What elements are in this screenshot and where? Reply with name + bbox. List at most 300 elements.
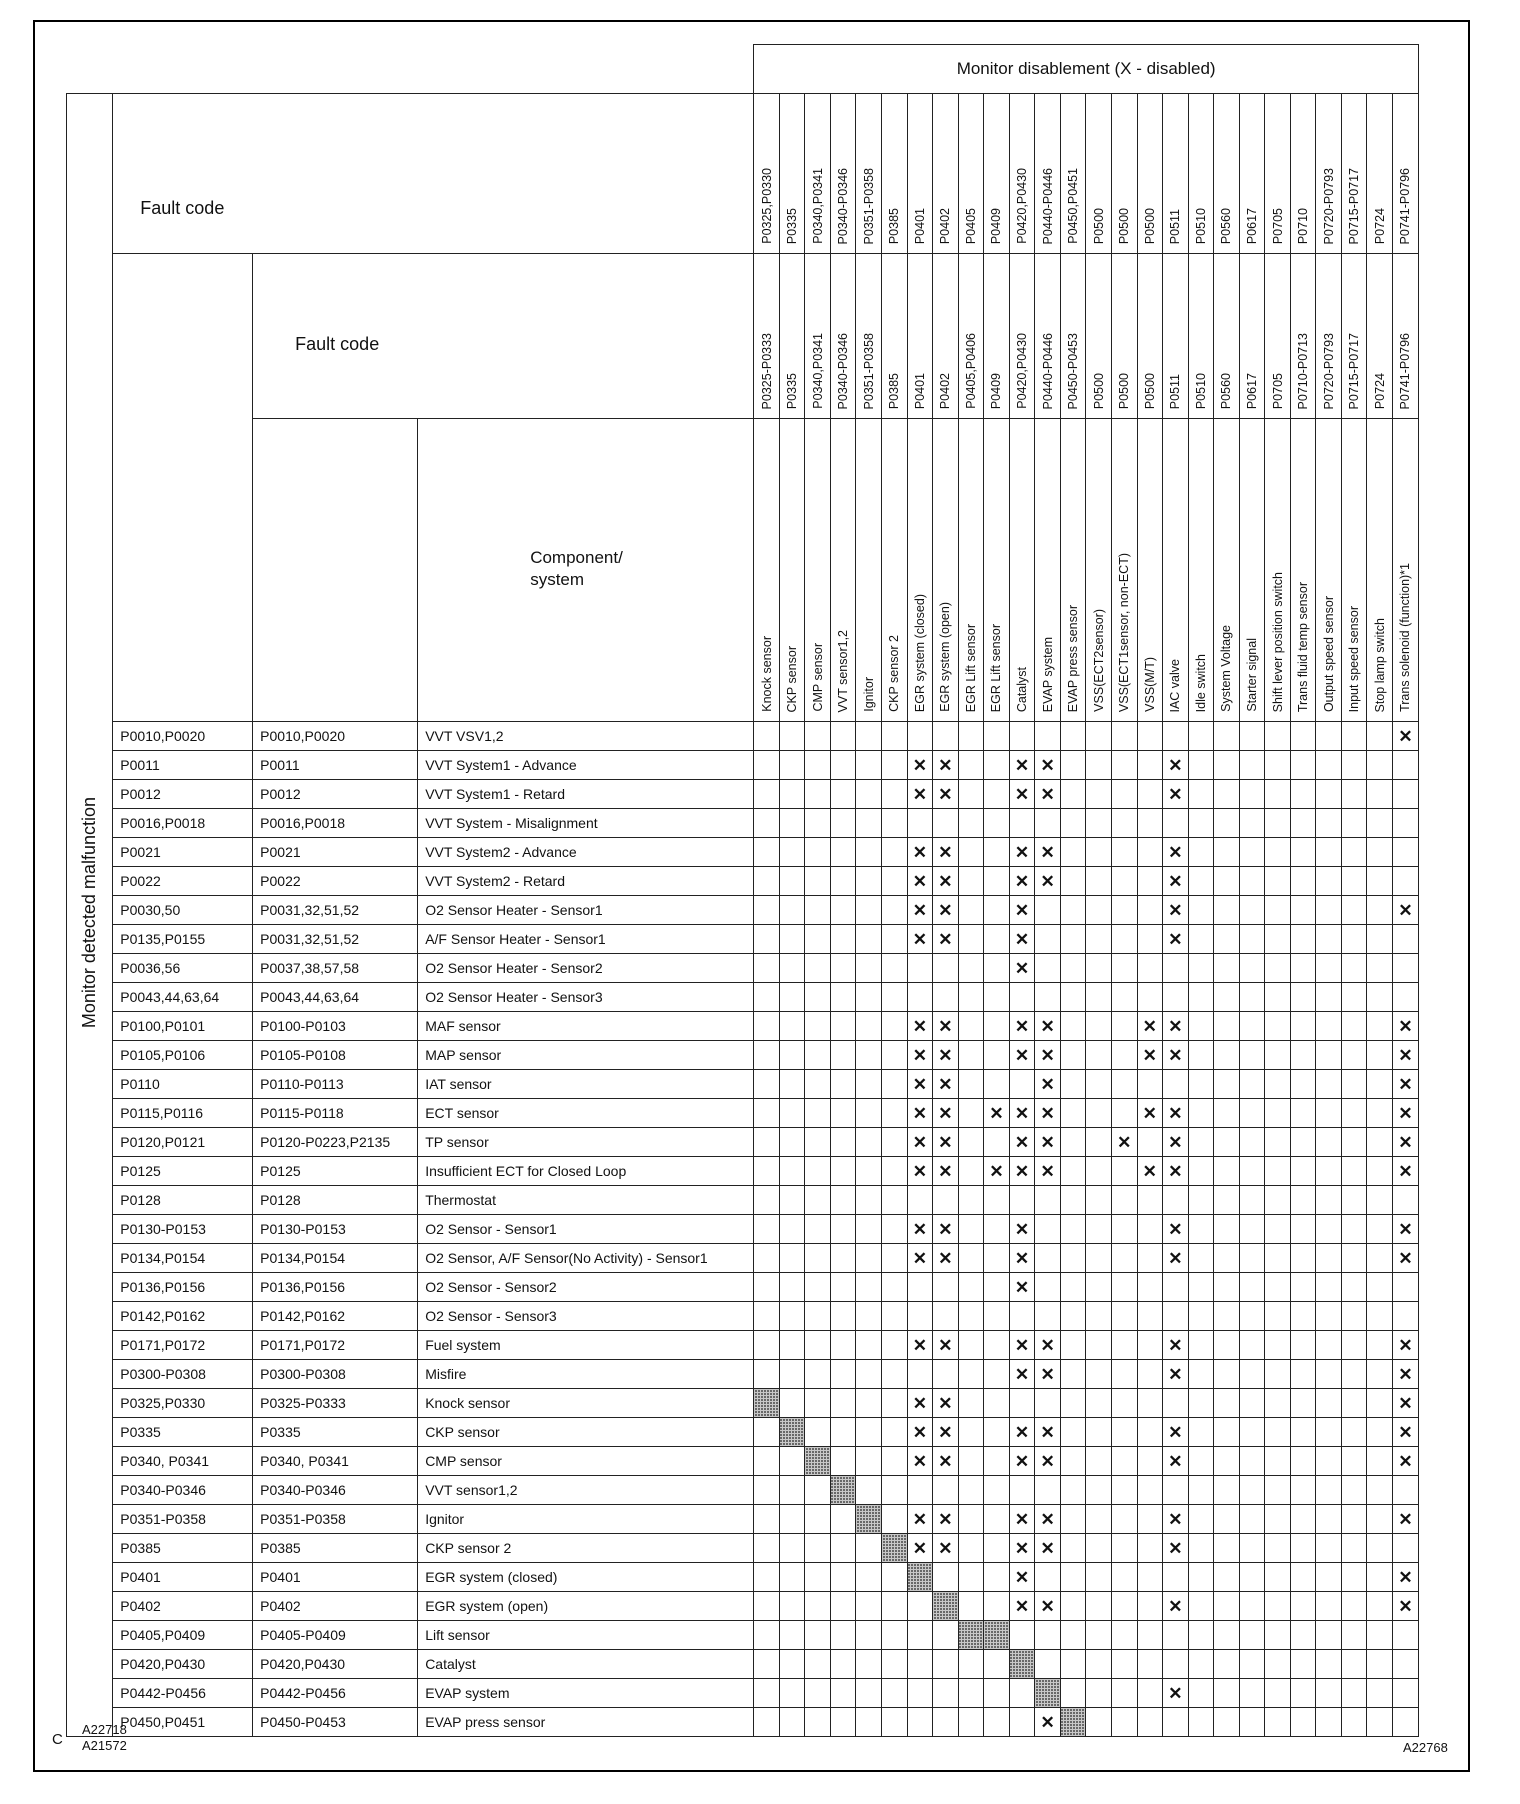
table-row: [67, 983, 1419, 1012]
row-code1: P0300-P0308: [113, 1360, 253, 1389]
mark-cell: [1163, 954, 1189, 983]
disabled-mark: ✕: [1014, 1509, 1030, 1529]
mark-cell: [1239, 1389, 1265, 1418]
mark-cell: [805, 1128, 831, 1157]
mark-cell: [1111, 1041, 1137, 1070]
row-code1: P0171,P0172: [113, 1331, 253, 1360]
mark-cell: [1265, 867, 1291, 896]
column-name-label: Input speed sensor: [1347, 605, 1362, 712]
mark-cell: [805, 1186, 831, 1215]
mark-cell: [1163, 1534, 1189, 1563]
disabled-mark: ✕: [1398, 1335, 1413, 1355]
mark-cell: [856, 780, 882, 809]
mark-cell: [1316, 925, 1342, 954]
mark-cell: [958, 1215, 984, 1244]
mark-cell: [958, 1012, 984, 1041]
column-name-header: [1239, 419, 1265, 722]
disabled-mark: ✕: [1168, 1509, 1183, 1529]
disabled-mark: ✕: [1168, 1364, 1183, 1384]
disabled-mark: ✕: [1168, 929, 1183, 949]
mark-cell: [958, 1186, 984, 1215]
mark-cell: [1137, 1186, 1163, 1215]
row-code2: P0128: [253, 1186, 418, 1215]
disabled-mark: ✕: [1040, 1596, 1055, 1616]
mark-cell: [1214, 1447, 1240, 1476]
mark-cell: [1341, 1360, 1367, 1389]
mark-cell: [1060, 780, 1086, 809]
disabled-mark: ✕: [1168, 1538, 1183, 1558]
mark-cell: [933, 1476, 959, 1505]
table-row: [67, 925, 1419, 954]
mark-cell: [1163, 1592, 1189, 1621]
disabled-mark: ✕: [1168, 784, 1183, 804]
row-code1: P0110: [113, 1070, 253, 1099]
mark-cell: [1392, 1302, 1418, 1331]
mark-cell: [856, 1302, 882, 1331]
mark-cell: [1316, 838, 1342, 867]
column-code2-label: P0340,P0341: [810, 333, 825, 409]
mark-cell: [882, 1215, 908, 1244]
mark-cell: [958, 896, 984, 925]
row-code2: P0012: [253, 780, 418, 809]
row-code1: P0134,P0154: [113, 1244, 253, 1273]
mark-cell: [1214, 954, 1240, 983]
mark-cell: [1163, 1128, 1189, 1157]
mark-cell: [933, 751, 959, 780]
column-code2-header: [1392, 254, 1418, 419]
mark-cell: [1239, 983, 1265, 1012]
disabled-mark: ✕: [938, 1509, 953, 1529]
mark-cell: [754, 954, 780, 983]
mark-cell: [882, 1447, 908, 1476]
mark-cell: [805, 896, 831, 925]
table-row: [67, 780, 1419, 809]
row-code2: P0450-P0453: [253, 1708, 418, 1737]
mark-cell: [1214, 1389, 1240, 1418]
mark-cell: [1060, 1534, 1086, 1563]
column-code1-label: P0705: [1270, 207, 1285, 244]
row-code1: P0030,50: [113, 896, 253, 925]
disabled-mark: ✕: [1398, 1248, 1413, 1268]
mark-cell: [1265, 1099, 1291, 1128]
mark-cell: [1214, 1099, 1240, 1128]
column-name-label: EGR system (closed): [912, 593, 927, 712]
mark-cell: [1239, 896, 1265, 925]
mark-cell: [1316, 1041, 1342, 1070]
mark-cell: [1392, 1070, 1418, 1099]
disabled-mark: ✕: [938, 929, 953, 949]
mark-cell: [1316, 1679, 1342, 1708]
mark-cell: [1367, 1476, 1393, 1505]
self-cell: [754, 1389, 780, 1418]
mark-cell: [856, 809, 882, 838]
disabled-mark: ✕: [912, 1422, 927, 1442]
mark-cell: [805, 1679, 831, 1708]
mark-cell: [1265, 780, 1291, 809]
column-name-header: [856, 419, 882, 722]
mark-cell: [1009, 780, 1035, 809]
mark-cell: [1367, 1708, 1393, 1737]
mark-cell: [1137, 1592, 1163, 1621]
mark-cell: [779, 1099, 805, 1128]
mark-cell: [1239, 1041, 1265, 1070]
row-component: VVT System2 - Retard: [418, 867, 754, 896]
table-row: [67, 1447, 1419, 1476]
mark-cell: [1137, 751, 1163, 780]
row-code2: P0105-P0108: [253, 1041, 418, 1070]
disabled-mark: ✕: [1014, 1161, 1030, 1181]
mark-cell: [779, 954, 805, 983]
mark-cell: [779, 1650, 805, 1679]
table-row: [67, 1302, 1419, 1331]
mark-cell: [1239, 809, 1265, 838]
column-name-header: [830, 419, 856, 722]
column-code2-label: P0617: [1244, 372, 1259, 409]
mark-cell: [907, 954, 933, 983]
mark-cell: [1009, 1302, 1035, 1331]
mark-cell: [1111, 1447, 1137, 1476]
mark-cell: [805, 1534, 831, 1563]
mark-cell: [1341, 722, 1367, 751]
row-component: IAT sensor: [418, 1070, 754, 1099]
disabled-mark: ✕: [989, 1161, 1004, 1181]
mark-cell: [1188, 1650, 1214, 1679]
mark-cell: [1341, 1476, 1367, 1505]
mark-cell: [1111, 1360, 1137, 1389]
mark-cell: [1316, 1099, 1342, 1128]
mark-cell: [1367, 1505, 1393, 1534]
mark-cell: [1214, 1012, 1240, 1041]
mark-cell: [1111, 1621, 1137, 1650]
figure-code-a: A22718: [82, 1722, 127, 1737]
mark-cell: [1265, 1621, 1291, 1650]
mark-cell: [1341, 1070, 1367, 1099]
column-name-label: EVAP system: [1040, 636, 1055, 712]
column-name-label: CKP sensor: [785, 645, 800, 712]
mark-cell: [1392, 722, 1418, 751]
column-code2-label: P0710-P0713: [1296, 332, 1311, 409]
mark-cell: [754, 1592, 780, 1621]
mark-cell: [856, 1389, 882, 1418]
mark-cell: [933, 1128, 959, 1157]
mark-cell: [1060, 751, 1086, 780]
mark-cell: [1137, 1389, 1163, 1418]
mark-cell: [907, 1244, 933, 1273]
disabled-mark: ✕: [1014, 784, 1030, 804]
table-row: [67, 809, 1419, 838]
mark-cell: [958, 809, 984, 838]
row-code2: P0011: [253, 751, 418, 780]
mark-cell: [1086, 751, 1112, 780]
mark-cell: [1035, 1563, 1061, 1592]
row-code2: P0100-P0103: [253, 1012, 418, 1041]
mark-cell: [1009, 1157, 1035, 1186]
mark-cell: [1214, 722, 1240, 751]
row-component: MAP sensor: [418, 1041, 754, 1070]
mark-cell: [958, 1244, 984, 1273]
column-name-header: [1163, 419, 1189, 722]
column-name-header: [933, 419, 959, 722]
mark-cell: [1239, 1534, 1265, 1563]
mark-cell: [1265, 1244, 1291, 1273]
mark-cell: [1341, 751, 1367, 780]
mark-cell: [1265, 722, 1291, 751]
column-code2-header: [984, 254, 1010, 419]
mark-cell: [1214, 1476, 1240, 1505]
mark-cell: [958, 1070, 984, 1099]
mark-cell: [1392, 1592, 1418, 1621]
disabled-mark: ✕: [1168, 1683, 1183, 1703]
mark-cell: [754, 867, 780, 896]
mark-cell: [1214, 1128, 1240, 1157]
mark-cell: [1111, 1418, 1137, 1447]
mark-cell: [1188, 1244, 1214, 1273]
mark-cell: [1188, 1070, 1214, 1099]
mark-cell: [830, 896, 856, 925]
disabled-mark: ✕: [912, 842, 927, 862]
mark-cell: [1392, 1650, 1418, 1679]
mark-cell: [1239, 1679, 1265, 1708]
column-code1-label: P0720-P0793: [1321, 167, 1336, 244]
mark-cell: [1239, 1273, 1265, 1302]
mark-cell: [1009, 809, 1035, 838]
mark-cell: [1265, 1331, 1291, 1360]
column-code2-header: [1341, 254, 1367, 419]
column-code2-label: P0560: [1219, 372, 1234, 409]
mark-cell: [779, 1070, 805, 1099]
mark-cell: [958, 1273, 984, 1302]
disabled-mark: ✕: [1168, 1132, 1183, 1152]
mark-cell: [882, 954, 908, 983]
column-code2-label: P0741-P0796: [1398, 332, 1413, 409]
mark-cell: [1137, 1621, 1163, 1650]
mark-cell: [1163, 1447, 1189, 1476]
figure-letter: C: [52, 1731, 63, 1748]
mark-cell: [1188, 925, 1214, 954]
mark-cell: [1239, 1505, 1265, 1534]
mark-cell: [1367, 1186, 1393, 1215]
disabled-mark: ✕: [1040, 1712, 1055, 1732]
mark-cell: [1060, 1099, 1086, 1128]
table-row: [67, 838, 1419, 867]
mark-cell: [1035, 1012, 1061, 1041]
mark-cell: [1392, 1012, 1418, 1041]
mark-cell: [1316, 1331, 1342, 1360]
mark-cell: [1060, 954, 1086, 983]
disabled-mark: ✕: [912, 1045, 927, 1065]
row-code1: P0036,56: [113, 954, 253, 983]
mark-cell: [1290, 1418, 1316, 1447]
mark-cell: [1188, 1186, 1214, 1215]
mark-cell: [1163, 1679, 1189, 1708]
mark-cell: [1290, 1534, 1316, 1563]
mark-cell: [830, 1128, 856, 1157]
row-component: VVT System - Misalignment: [418, 809, 754, 838]
mark-cell: [830, 751, 856, 780]
mark-cell: [754, 751, 780, 780]
mark-cell: [1367, 1012, 1393, 1041]
disabled-mark: ✕: [938, 1132, 953, 1152]
mark-cell: [805, 1621, 831, 1650]
mark-cell: [984, 954, 1010, 983]
mark-cell: [1290, 1128, 1316, 1157]
mark-cell: [1239, 1708, 1265, 1737]
column-name-header: [1367, 419, 1393, 722]
mark-cell: [1188, 1041, 1214, 1070]
mark-cell: [958, 751, 984, 780]
column-code1-header: [882, 94, 908, 254]
table-row: [67, 1389, 1419, 1418]
mark-cell: [1367, 751, 1393, 780]
mark-cell: [856, 1360, 882, 1389]
self-cell: [805, 1447, 831, 1476]
mark-cell: [1290, 780, 1316, 809]
mark-cell: [1188, 1128, 1214, 1157]
mark-cell: [1316, 1418, 1342, 1447]
mark-cell: [1163, 780, 1189, 809]
mark-cell: [1035, 1099, 1061, 1128]
disabled-mark: ✕: [1142, 1161, 1157, 1181]
mark-cell: [1137, 1012, 1163, 1041]
mark-cell: [958, 1534, 984, 1563]
mark-cell: [1188, 780, 1214, 809]
mark-cell: [1316, 1389, 1342, 1418]
column-name-label: EGR Lift sensor: [989, 623, 1004, 712]
mark-cell: [1316, 722, 1342, 751]
mark-cell: [1341, 1650, 1367, 1679]
mark-cell: [1290, 1099, 1316, 1128]
component-header-line2: system: [530, 570, 585, 589]
mark-cell: [933, 1273, 959, 1302]
mark-cell: [754, 896, 780, 925]
mark-cell: [1111, 751, 1137, 780]
mark-cell: [907, 751, 933, 780]
mark-cell: [1060, 1679, 1086, 1708]
mark-cell: [1341, 1244, 1367, 1273]
disabled-mark: ✕: [1014, 1248, 1030, 1268]
mark-cell: [805, 1244, 831, 1273]
mark-cell: [1341, 1302, 1367, 1331]
mark-cell: [805, 1592, 831, 1621]
mark-cell: [779, 1592, 805, 1621]
mark-cell: [856, 1099, 882, 1128]
disabled-mark: ✕: [1168, 1248, 1183, 1268]
mark-cell: [1137, 809, 1163, 838]
mark-cell: [1086, 1534, 1112, 1563]
mark-cell: [958, 1679, 984, 1708]
disabled-mark: ✕: [912, 1016, 927, 1036]
self-cell: [882, 1534, 908, 1563]
mark-cell: [1214, 1157, 1240, 1186]
mark-cell: [779, 809, 805, 838]
mark-cell: [907, 983, 933, 1012]
mark-cell: [882, 809, 908, 838]
mark-cell: [805, 722, 831, 751]
disabled-mark: ✕: [1398, 1219, 1413, 1239]
mark-cell: [1188, 1273, 1214, 1302]
column-name-header: [1316, 419, 1342, 722]
table-row: [67, 1708, 1419, 1737]
mark-cell: [830, 1418, 856, 1447]
mark-cell: [779, 1215, 805, 1244]
mark-cell: [856, 1157, 882, 1186]
mark-cell: [1188, 1447, 1214, 1476]
mark-cell: [1060, 896, 1086, 925]
mark-cell: [1367, 1302, 1393, 1331]
mark-cell: [1060, 1244, 1086, 1273]
column-code2-label: P0720-P0793: [1321, 332, 1336, 409]
mark-cell: [1035, 954, 1061, 983]
row-code2: P0171,P0172: [253, 1331, 418, 1360]
mark-cell: [1214, 1273, 1240, 1302]
column-name-header: [779, 419, 805, 722]
mark-cell: [1341, 1563, 1367, 1592]
mark-cell: [856, 1592, 882, 1621]
mark-cell: [1163, 1505, 1189, 1534]
mark-cell: [1086, 896, 1112, 925]
mark-cell: [1009, 1505, 1035, 1534]
mark-cell: [754, 1650, 780, 1679]
row-code2: P0442-P0456: [253, 1679, 418, 1708]
mark-cell: [1367, 1099, 1393, 1128]
mark-cell: [933, 1012, 959, 1041]
mark-cell: [1009, 867, 1035, 896]
mark-cell: [958, 1128, 984, 1157]
column-code1-label: P0500: [1117, 207, 1132, 244]
mark-cell: [856, 1041, 882, 1070]
column-code2-header: [907, 254, 933, 419]
mark-cell: [1239, 1128, 1265, 1157]
row-component: Misfire: [418, 1360, 754, 1389]
mark-cell: [1290, 1302, 1316, 1331]
mark-cell: [1035, 838, 1061, 867]
mark-cell: [1188, 1708, 1214, 1737]
mark-cell: [830, 1389, 856, 1418]
mark-cell: [1060, 838, 1086, 867]
table-row: [67, 1679, 1419, 1708]
disabled-mark: ✕: [1398, 1103, 1413, 1123]
mark-cell: [754, 1418, 780, 1447]
column-code1-header: [856, 94, 882, 254]
mark-cell: [805, 1012, 831, 1041]
self-cell: [933, 1592, 959, 1621]
mark-cell: [907, 1273, 933, 1302]
mark-cell: [1265, 1476, 1291, 1505]
mark-cell: [1290, 954, 1316, 983]
mark-cell: [805, 809, 831, 838]
mark-cell: [779, 983, 805, 1012]
mark-cell: [1086, 1244, 1112, 1273]
disabled-mark: ✕: [1398, 1045, 1413, 1065]
mark-cell: [1316, 983, 1342, 1012]
mark-cell: [754, 780, 780, 809]
mark-cell: [1137, 722, 1163, 751]
mark-cell: [1214, 1563, 1240, 1592]
disabled-mark: ✕: [1040, 1364, 1055, 1384]
mark-cell: [1341, 1708, 1367, 1737]
disabled-mark: ✕: [1014, 1364, 1030, 1384]
column-code1-label: P0715-P0717: [1347, 167, 1362, 244]
mark-cell: [882, 1505, 908, 1534]
mark-cell: [933, 954, 959, 983]
disabled-mark: ✕: [1014, 1451, 1030, 1471]
disabled-mark: ✕: [1014, 929, 1030, 949]
mark-cell: [984, 925, 1010, 954]
column-code2-header: [1367, 254, 1393, 419]
mark-cell: [1265, 751, 1291, 780]
disabled-mark: ✕: [938, 1335, 953, 1355]
fault-code-header-1: Fault code: [113, 94, 754, 254]
